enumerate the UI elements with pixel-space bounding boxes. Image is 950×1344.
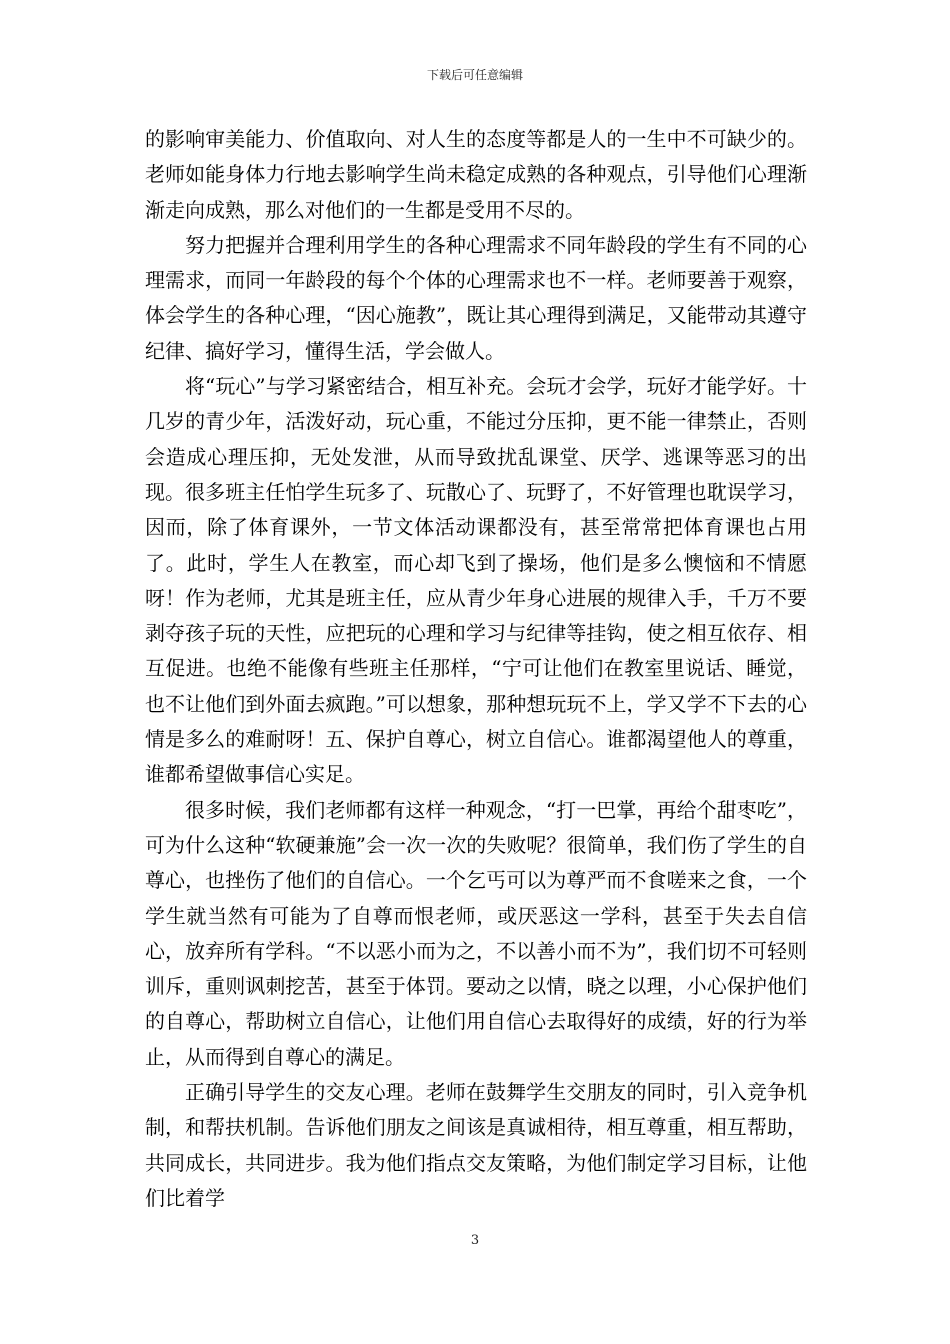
paragraph-4: 很多时候，我们老师都有这样一种观念，“打一巴掌，再给个甜枣吃”，可为什么这种“软硬兼施”会一次一次的失败呢？很简单，我们伤了学生的自尊心，也挫伤了他们的自信心。一个乞丐可以为尊严而不食嗟来之食，一个学生就当然有可能为了自尊而恨老师，或厌恶这一学科，甚至于失去自信心，放弃所有学科。“不以恶小而为之，不以善小而不为”，我们切不可轻则训斥，重则讽刺挖苦，甚至于体罚。要动之以情，晓之以理，小心保护他们的自尊心，帮助树立自信心，让他们用自信心去取得好的成绩，好的行为举止，从而得到自尊心的满足。	[145, 797, 807, 1069]
paragraph-2: 努力把握并合理利用学生的各种心理需求不同年龄段的学生有不同的心理需求，而同一年龄段的每个个体的心理需求也不一样。老师要善于观察，体会学生的各种心理，“因心施教”，既让其心理得到满足，又能带动其遵守纪律、搞好学习，懂得生活，学会做人。	[145, 232, 807, 363]
document-body	[145, 122, 807, 1216]
paragraph-5: 正确引导学生的交友心理。老师在鼓舞学生交朋友的同时，引入竞争机制，和帮扶机制。告诉他们朋友之间该是真诚相待，相互尊重，相互帮助，共同成长，共同进步。我为他们指点交友策略，为他们制定学习目标，让他们比着学	[145, 1080, 807, 1210]
paragraph-3: 将“玩心”与学习紧密结合，相互补充。会玩才会学，玩好才能学好。十几岁的青少年，活泼好动，玩心重，不能过分压抑，更不能一律禁止，否则会造成心理压抑，无处发泄，从而导致扰乱课堂、厌学、逃课等恶习的出现。很多班主任怕学生玩多了、玩散心了、玩野了，不好管理也耽误学习，因而，除了体育课外，一节文体活动课都没有，甚至常常把体育课也占用了。此时，学生人在教室，而心却飞到了操场，他们是多么懊恼和不情愿呀！作为老师，尤其是班主任，应从青少年身心进展的规律入手，千万不要剥夺孩子玩的天性，应把玩的心理和学习与纪律等挂钩，使之相互依存、相互促进。也绝不能像有些班主任那样，“宁可让他们在教室里说话、睡觉，也不让他们到外面去疯跑。”可以想象，那种想玩玩不上，学又学不下去的心情是多么的难耐呀！五、保护自尊心，树立自信心。谁都渴望他人的尊重，谁都希望做事信心实足。	[145, 374, 807, 787]
page-header: 下载后可任意编辑	[426, 68, 523, 82]
paragraph-1: 的影响审美能力、价值取向、对人生的态度等都是人的一生中不可缺少的。老师如能身体力行地去影响学生尚未稳定成熟的各种观点，引导他们心理渐渐走向成熟，那么对他们的一生都是受用不尽的。	[145, 127, 807, 222]
page-number: 3	[470, 1233, 480, 1248]
